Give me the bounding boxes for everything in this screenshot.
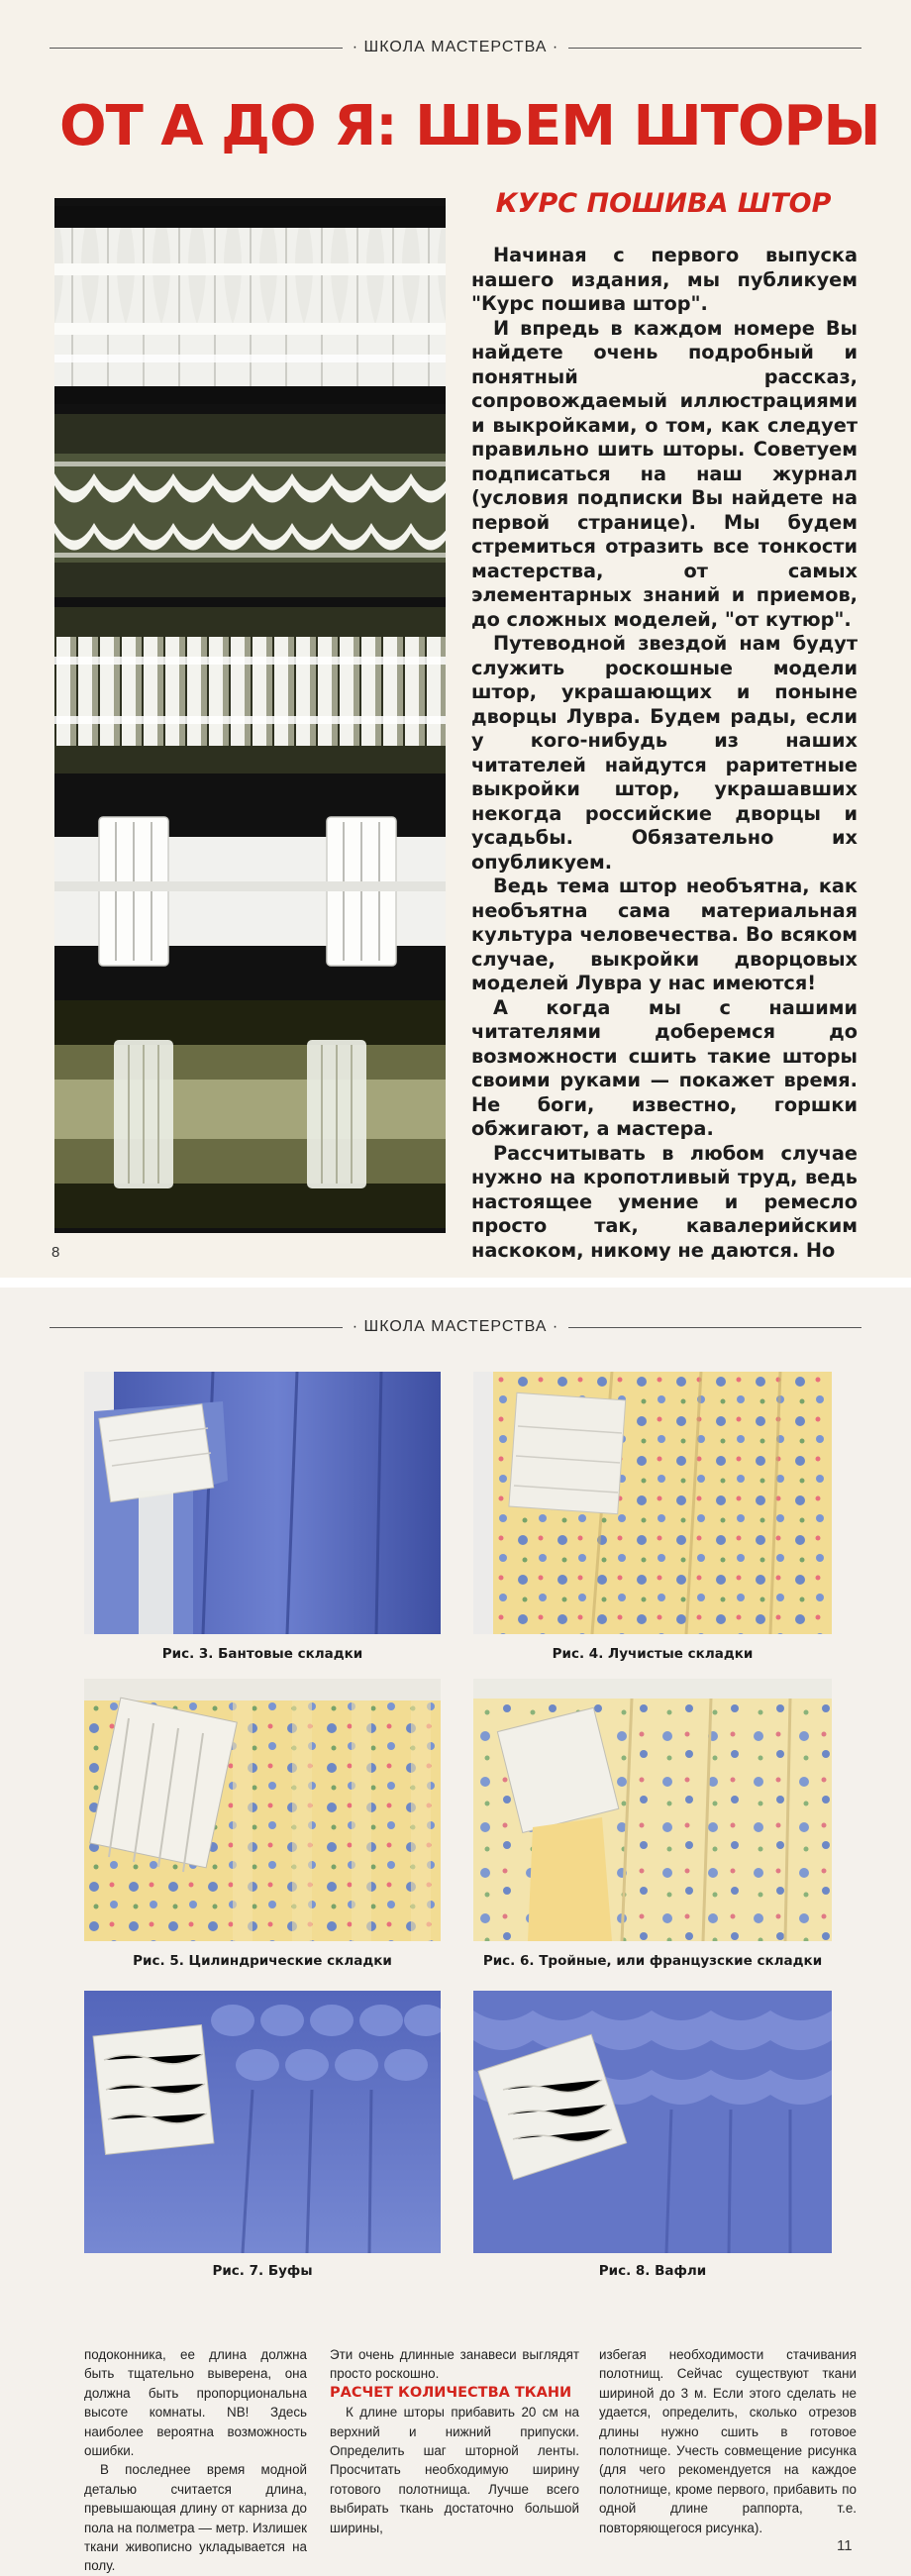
section-heading: РАСЧЕТ КОЛИЧЕСТВА ТКАНИ [330, 2384, 572, 2401]
page-title: ОТ А ДО Я: ШЬЕМ ШТОРЫ [59, 94, 880, 158]
figure-caption: Рис. 5. Цилиндрические складки [133, 1953, 392, 1969]
page-number: 11 [837, 2537, 853, 2554]
text-column-1 [84, 2345, 307, 2576]
article-paragraph: Рассчитывать в любом случае нужно на кропотливый труд, ведь настоящее умение и ремесло просто так, кавалерийским наскоком, никому не даются. Но [471, 1141, 858, 1262]
text-paragraph: К длине шторы прибавить 20 см на верхний и нижний припуски. Определить шаг шторной ленты. Просчитать необходимую ширину готового полотнища. Лучше всего выбирать ткань достаточно большой ширины, [330, 2405, 579, 2535]
figure-caption: Рис. 4. Лучистые складки [552, 1646, 754, 1662]
figure-caption: Рис. 8. Вафли [598, 2263, 707, 2279]
curtain-tape-photo-2 [54, 414, 446, 597]
figure-puffs [84, 1991, 441, 2253]
article-paragraph: Ведь тема штор необъятна, как необъятна сама материальная культура человечества. Во всяком случае, выкройки дворцовых моделей Лувра у нас имеются! [471, 875, 858, 994]
article-text [471, 244, 858, 1263]
figure-caption: Рис. 3. Бантовые складки [161, 1646, 363, 1662]
curtain-tape-photos [54, 198, 446, 1233]
text-paragraph: В последнее время модной деталью считается длина, превышающая длину от карниза до пола на полметра — метр. Излишек ткани живописно укладывается на полу. [84, 2462, 307, 2574]
figure-triple-pleats [473, 1679, 832, 1941]
text-paragraph: подоконника, ее длина должна быть тщательно выверена, она должна быть пропорциональна высоте комнаты. NB! Здесь наиболее вероятна возможность ошибки. [84, 2347, 307, 2459]
figure-sunray-pleats [473, 1372, 832, 1634]
article-paragraph: И впредь в каждом номере Вы найдете очень подробный и понятный рассказ, сопровождаемый иллюстрациями и выкройками, о том, как следует правильно шить шторы. Советуем подписаться на наш журнал (условия подписки Вы найдете на первой странице). Мы будем стремиться отразить все тонкости мастерства, от самых элементарных знаний и приемов, до сложных моделей, "от кутюр". [471, 316, 858, 631]
section-header: · ШКОЛА МАСТЕРСТВА · [40, 1317, 871, 1337]
curtain-tape-photo-3 [54, 607, 446, 773]
article-paragraph: Путеводной звездой нам будут служить роскошные модели штор, украшающих и поныне дворцы Лувра. Будем рады, если у кого-нибудь из наших читателей найдутся раритетные выкройки штор, украшавших некогда российские дворцы и усадьбы. Обязательно их опубликуем. [471, 632, 858, 874]
curtain-tape-photo-5 [54, 1000, 446, 1228]
article-paragraph: Начиная с первого выпуска нашего издания, мы публикуем "Курс пошива штор". [471, 244, 858, 315]
text-paragraph: избегая необходимости стачивания полотнищ. Сейчас существуют ткани шириной до 3 м. Если этого сделать не удается, определить, сколько отрезов длины нужно сшить в готовое полотнище. Учесть совмещение рисунка (для чего рекомендуется на каждое полотнище, кроме первого, прибавить по одной длине раппорта, т.е. повторяющегося рисунка). [599, 2347, 857, 2535]
figure-caption: Рис. 6. Тройные, или французские складки [482, 1953, 823, 1969]
figure-caption: Рис. 7. Буфы [212, 2263, 313, 2279]
article-subtitle: КУРС ПОШИВА ШТОР [495, 188, 832, 219]
figure-bow-pleats [84, 1372, 441, 1634]
magazine-page-11 [0, 1288, 911, 2576]
text-paragraph: Эти очень длинные занавеси выглядят просто роскошно. [330, 2347, 579, 2382]
article-paragraph: А когда мы с нашими читателями доберемся до возможности сшить такие шторы своими руками — покажет время. Не боги, известно, горшки обжигают, а мастера. [471, 995, 858, 1140]
magazine-page-8 [0, 0, 911, 1278]
section-header: · ШКОЛА МАСТЕРСТВА · [40, 38, 871, 57]
curtain-tape-photo-4 [54, 782, 446, 990]
curtain-tape-photo-1 [54, 206, 446, 404]
text-column-2 [330, 2345, 579, 2537]
figure-cylinder-pleats [84, 1679, 441, 1941]
text-column-3 [599, 2345, 857, 2537]
figure-waffles [473, 1991, 832, 2253]
page-number: 8 [51, 1244, 60, 1261]
